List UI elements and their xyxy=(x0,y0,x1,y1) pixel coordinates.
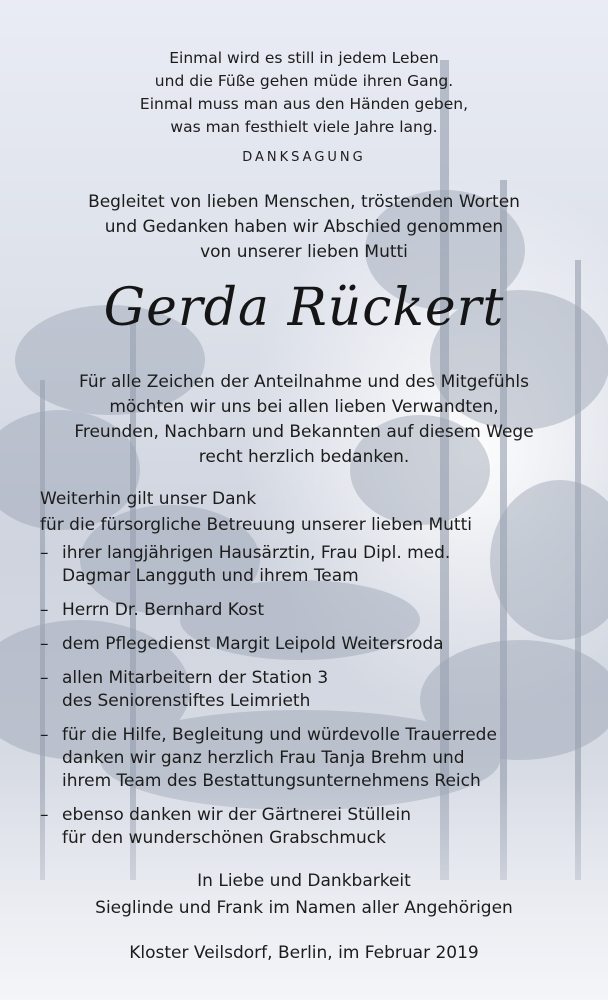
thanks-line: recht herzlich bedanken. xyxy=(198,447,410,467)
list-dash: – xyxy=(40,668,49,688)
list-line: allen Mitarbeitern der Station 3 xyxy=(62,668,329,688)
list-line: Dagmar Langguth und ihrem Team xyxy=(62,566,359,586)
intro-line: Begleitet von lieben Menschen, tröstenden Worten xyxy=(88,192,520,212)
list-line: dem Pflegedienst Margit Leipold Weitersroda xyxy=(62,634,444,654)
place-and-date: Kloster Veilsdorf, Berlin, im Februar 2019 xyxy=(129,943,479,963)
list-line: danken wir ganz herzlich Frau Tanja Brehm und xyxy=(62,748,465,768)
thanks-text xyxy=(0,370,608,470)
list-item xyxy=(40,667,580,713)
deceased-name: Gerda Rückert xyxy=(103,278,505,338)
closing-line: Sieglinde und Frank im Namen aller Angehörigen xyxy=(95,898,513,918)
intro-text xyxy=(0,190,608,265)
list-line: Herrn Dr. Bernhard Kost xyxy=(62,600,265,620)
list-line: ihrer langjährigen Hausärztin, Frau Dipl. med. xyxy=(62,543,451,563)
closing-line: In Liebe und Dankbarkeit xyxy=(197,871,411,891)
poem-line: Einmal muss man aus den Händen geben, xyxy=(139,95,469,113)
further-line: Weiterhin gilt unser Dank xyxy=(40,489,257,509)
poem xyxy=(0,47,608,139)
list-dash: – xyxy=(40,725,49,745)
thanks-line: Für alle Zeichen der Anteilnahme und des Mitgefühls xyxy=(78,372,529,392)
thanks-line: Freunden, Nachbarn und Bekannten auf diesem Wege xyxy=(74,422,534,442)
closing-text xyxy=(0,868,608,922)
further-line: für die fürsorgliche Betreuung unserer lieben Mutti xyxy=(40,515,472,535)
list-item xyxy=(40,542,580,588)
list-dash: – xyxy=(40,600,49,620)
list-item xyxy=(40,599,580,622)
thanks-list xyxy=(40,542,580,861)
list-dash: – xyxy=(40,805,49,825)
poem-line: Einmal wird es still in jedem Leben xyxy=(169,49,439,67)
list-line: ihrem Team des Bestattungsunternehmens Reich xyxy=(62,771,481,791)
list-line: für den wunderschönen Grabschmuck xyxy=(62,828,386,848)
intro-line: von unserer lieben Mutti xyxy=(200,242,408,262)
list-item xyxy=(40,804,580,850)
heading: DANKSAGUNG xyxy=(242,150,366,165)
list-line: des Seniorenstiftes Leimrieth xyxy=(62,691,311,711)
list-dash: – xyxy=(40,634,49,654)
intro-line: und Gedanken haben wir Abschied genommen xyxy=(104,217,504,237)
list-item xyxy=(40,724,580,793)
list-line: ebenso danken wir der Gärtnerei Stüllein xyxy=(62,805,411,825)
list-dash: – xyxy=(40,543,49,563)
poem-line: und die Füße gehen müde ihren Gang. xyxy=(154,72,454,90)
further-thanks-intro xyxy=(40,486,580,538)
thanks-line: möchten wir uns bei allen lieben Verwandten, xyxy=(109,397,499,417)
list-line: für die Hilfe, Begleitung und würdevolle Trauerrede xyxy=(62,725,497,745)
poem-line: was man festhielt viele Jahre lang. xyxy=(170,118,438,136)
list-item xyxy=(40,633,580,656)
